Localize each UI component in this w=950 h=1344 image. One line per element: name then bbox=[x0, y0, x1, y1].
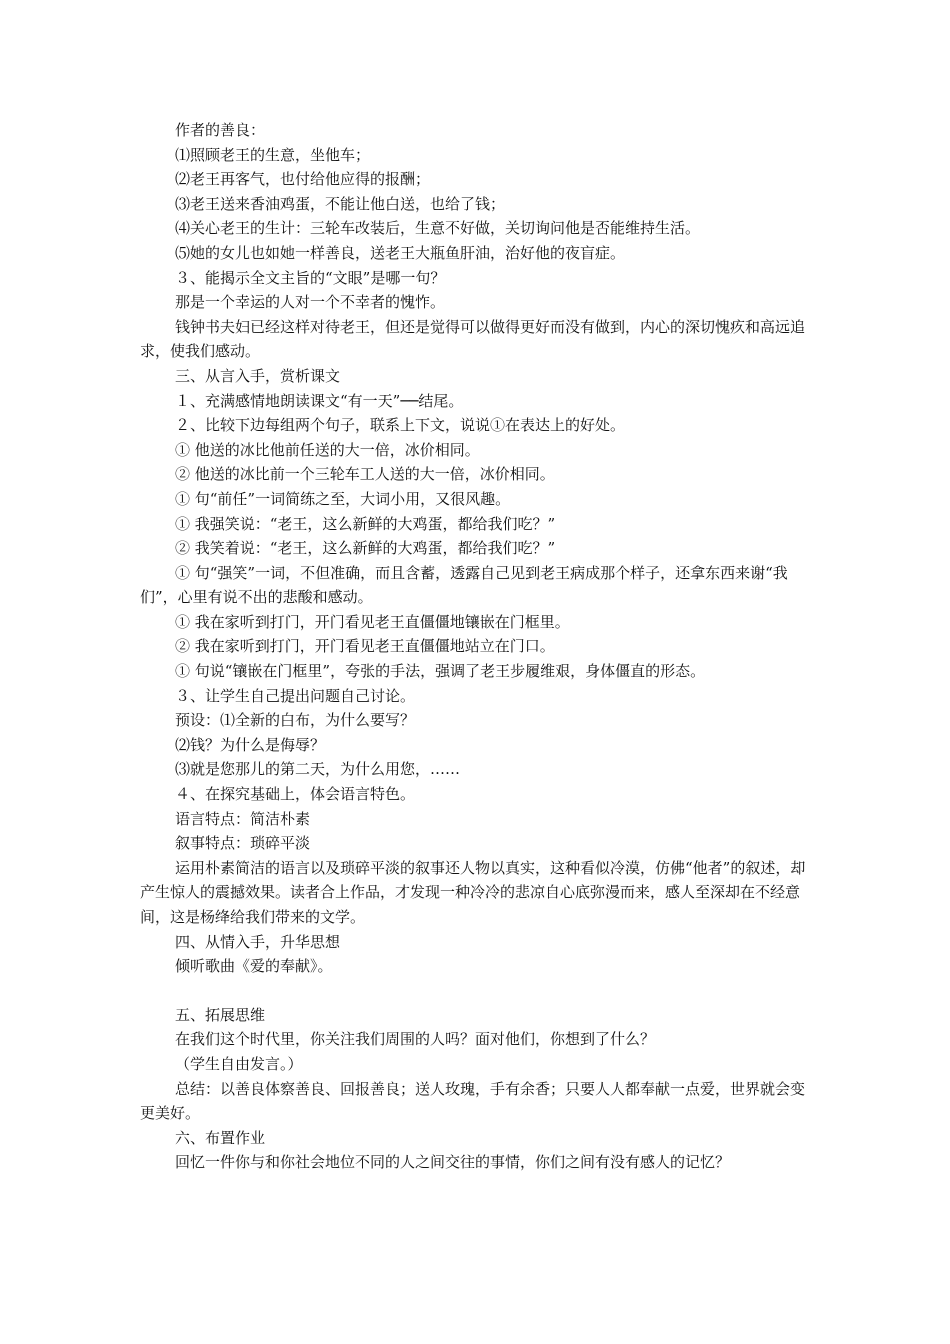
paragraph: ３、让学生自己提出问题自己讨论。 bbox=[175, 686, 416, 705]
paragraph: ① 句“前任”一词简练之至，大词小用，又很风趣。 bbox=[175, 489, 511, 508]
paragraph: ４、在探究基础上，体会语言特色。 bbox=[175, 785, 416, 804]
paragraph: ⑴照顾老王的生意，坐他车； bbox=[175, 145, 371, 164]
paragraph: 语言特点：简洁朴素 bbox=[175, 809, 311, 828]
paragraph: ⑵钱？为什么是侮辱？ bbox=[175, 735, 326, 754]
paragraph: ① 句“强笑”一词，不但准确，而且含蓄，透露自己见到老王病成那个样子，还拿东西来谢“我们”，心里有说不出的悲酸和感动。 bbox=[140, 563, 788, 607]
paragraph: 运用朴素简洁的语言以及琐碎平淡的叙事还人物以真实，这种看似冷漠，仿佛“他者”的叙述，却产生惊人的震撼效果。读者合上作品，才发现一种冷冷的悲凉自心底弥漫而来，感人至深却在不经意间，这是杨绛给我们带来的文学。 bbox=[140, 858, 806, 926]
section-heading: 三、从言入手，赏析课文 bbox=[175, 366, 341, 385]
section-heading: 四、从情入手，升华思想 bbox=[175, 932, 341, 951]
paragraph: ① 我强笑说：“老王，这么新鲜的大鸡蛋，都给我们吃？” bbox=[175, 514, 556, 533]
paragraph: 作者的善良： bbox=[175, 121, 266, 139]
paragraph: 回忆一件你与和你社会地位不同的人之间交往的事情，你们之间有没有感人的记忆？ bbox=[175, 1153, 731, 1172]
paragraph: 预设：⑴全新的白布，为什么要写？ bbox=[175, 711, 416, 730]
paragraph: （学生自由发言。） bbox=[175, 1054, 303, 1073]
paragraph: ① 我在家听到打门，开门看见老王直僵僵地镶嵌在门框里。 bbox=[175, 612, 570, 631]
blank-line bbox=[140, 979, 812, 1003]
document-body bbox=[140, 118, 812, 1175]
paragraph: ② 我笑着说：“老王，这么新鲜的大鸡蛋，都给我们吃？” bbox=[175, 539, 556, 558]
section-heading: 五、拓展思维 bbox=[175, 1005, 266, 1024]
question-heading: ３、能揭示全文主旨的“文眼”是哪一句？ bbox=[175, 268, 446, 287]
paragraph: 叙事特点：琐碎平淡 bbox=[175, 834, 311, 853]
paragraph: 那是一个幸运的人对一个不幸者的愧怍。 bbox=[175, 293, 446, 312]
paragraph: ② 我在家听到打门，开门看见老王直僵僵地站立在门口。 bbox=[175, 637, 555, 656]
paragraph: 钱钟书夫妇已经这样对待老王，但还是觉得可以做得更好而没有做到，内心的深切愧疚和高远追求，使我们感动。 bbox=[140, 317, 806, 361]
paragraph: ① 他送的冰比他前任送的大一倍，冰价相同。 bbox=[175, 440, 480, 459]
paragraph: ⑶老王送来香油鸡蛋，不能让他白送，也给了钱； bbox=[175, 194, 506, 213]
paragraph: ⑵老王再客气，也付给他应得的报酬； bbox=[175, 170, 431, 189]
paragraph: ⑸她的女儿也如她一样善良，送老王大瓶鱼肝油，治好他的夜盲症。 bbox=[175, 243, 626, 262]
paragraph: 倾听歌曲《爱的奉献》。 bbox=[175, 957, 333, 976]
paragraph: 总结：以善良体察善良、回报善良；送人玫瑰，手有余香；只要人人都奉献一点爱，世界就会变更美好。 bbox=[140, 1079, 806, 1123]
paragraph: ２、比较下边每组两个句子，联系上下文，说说①在表达上的好处。 bbox=[175, 416, 626, 435]
paragraph: ⑶就是您那儿的第二天，为什么用您，…… bbox=[175, 760, 461, 779]
section-heading: 六、布置作业 bbox=[175, 1128, 266, 1147]
paragraph: 在我们这个时代里，你关注我们周围的人吗？面对他们，你想到了什么？ bbox=[175, 1030, 656, 1049]
paragraph: ① 句说“镶嵌在门框里”，夸张的手法，强调了老王步履维艰，身体僵直的形态。 bbox=[175, 662, 706, 681]
paragraph: ⑷关心老王的生计：三轮车改装后，生意不好做，关切询问他是否能维持生活。 bbox=[175, 219, 701, 238]
paragraph: １、充满感情地朗读课文“有一天”──结尾。 bbox=[175, 391, 464, 410]
paragraph: ② 他送的冰比前一个三轮车工人送的大一倍，冰价相同。 bbox=[175, 465, 555, 484]
